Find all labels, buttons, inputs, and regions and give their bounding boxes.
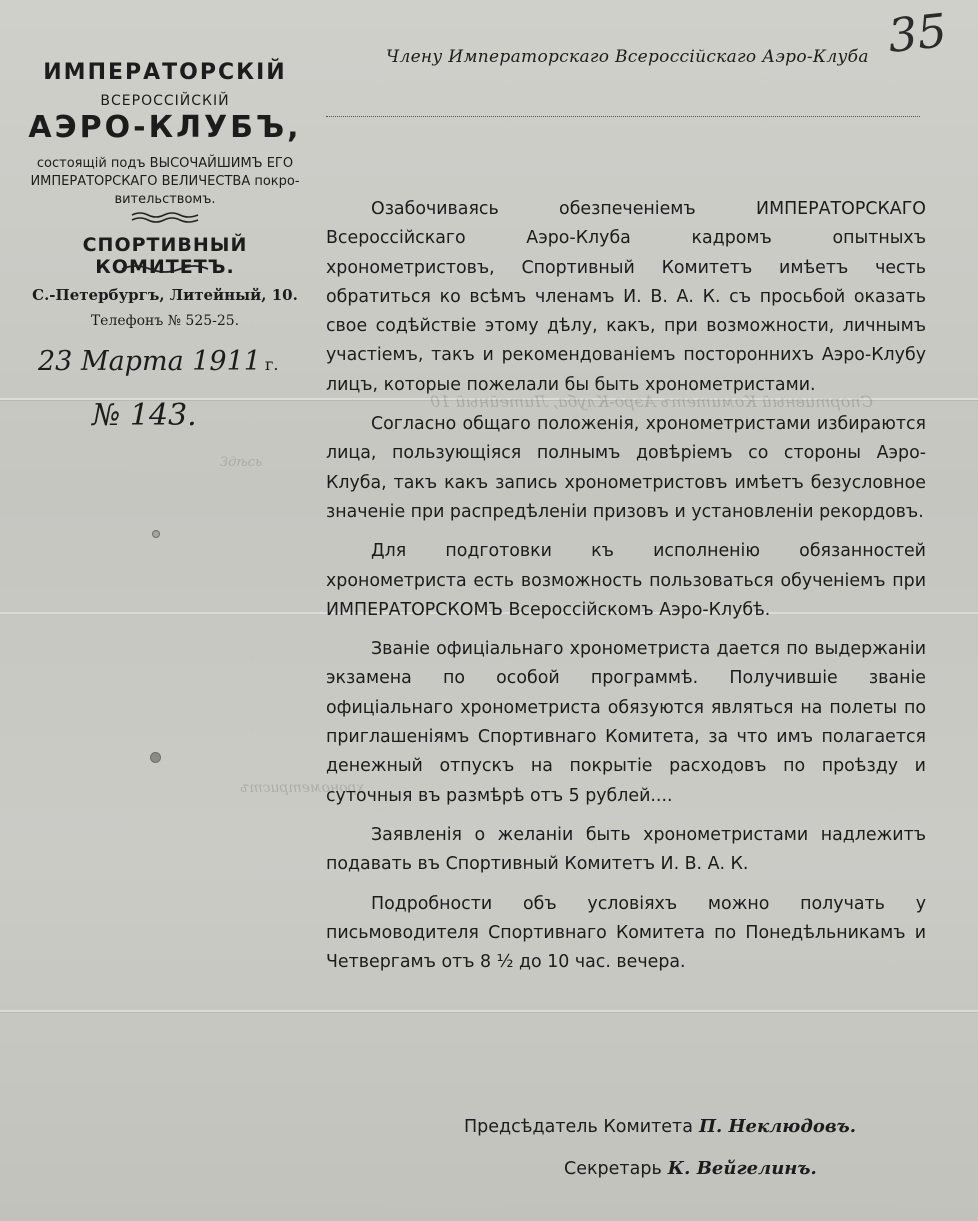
secretary-name: К. Вейгелинъ. — [667, 1158, 817, 1179]
archive-page-number: 35 — [885, 3, 950, 63]
body-paragraph: Озабочиваясь обезпеченiемъ ИМПЕРАТОРСКАГО Всероссiйскаго Аэро-Клуба кадромъ опытныхъ хронометристовъ, Спортивный Комитетъ имѣетъ честь обратиться ко всѣмъ членамъ И. В. А. К. съ просьбой оказать свое содѣйствiе этому дѣлу, какъ, при возможности, личнымъ участiемъ, такъ и рекомендованiемъ постороннихъ Аэро-Клубу лицъ, которые пожелали бы быть хронометристами. — [326, 199, 926, 395]
body-paragraph: Согласно общаго положенiя, хронометристами избираются лица, пользующiяся полнымъ довѣрiемъ со стороны Аэро-Клуба, такъ какъ запись хронометристовъ имѣетъ безусловное значенiе при распредѣленiи призовъ и установленiи рекордовъ. — [326, 414, 926, 522]
body-paragraph: Заявленiя о желанiи быть хронометристами надлежитъ подавать въ Спортивный Комитетъ И. В. А. К. — [326, 824, 926, 875]
date-suffix: г. — [264, 355, 279, 374]
show-through-text: хронометристъ — [240, 780, 365, 796]
letterhead-imperial: ИМПЕРАТОРСКIЙ — [43, 60, 287, 85]
letterhead-patronage-line: состоящiй подъ ВЫСОЧАЙШИМЪ ЕГО — [36, 156, 294, 171]
chairman-title: Предсѣдатель Комитета — [464, 1117, 693, 1137]
letterhead-phone: Телефонъ № 525-25. — [90, 313, 240, 329]
ornament-divider — [120, 262, 210, 276]
ornament-divider — [130, 210, 200, 224]
secretary-signature-line — [564, 1158, 817, 1179]
body-paragraph: Званiе офицiальнаго хронометриста дается по выдержанiи экзамена по особой программѣ. Получившiе званiе офицiальнаго хронометриста обязуются являться на полеты по приглашенiямъ Спортивнаго Комитета, за что имъ полагается денежный отпускъ на покрытiе расходовъ по проѣзду и суточныя въ размѣрѣ отъ 5 рублей.... — [326, 639, 926, 806]
letterhead-sports-committee: СПОРТИВНЫЙ КОМИТЕТЪ. — [82, 234, 248, 278]
letterhead-patronage — [20, 155, 310, 209]
body-paragraph: Для подготовки къ исполненiю обязанностей хронометриста есть возможность пользоваться обученiемъ при ИМПЕРАТОРСКОМЪ Всероссiйскомъ Аэро-Клубѣ. — [326, 541, 926, 620]
date-value: 23 Марта 1911 — [38, 346, 261, 377]
secretary-title: Секретарь — [564, 1159, 662, 1179]
pin-hole — [150, 752, 161, 763]
letter-body — [326, 195, 926, 987]
pin-hole — [152, 530, 160, 538]
letterhead-patronage-line: вительствомъ. — [114, 192, 216, 207]
handwritten-outgoing-number: № 143. — [92, 398, 197, 433]
chairman-name: П. Неклюдовъ. — [698, 1116, 857, 1137]
show-through-text: Спортивный Комитетъ Аэро-Клуба, Литейный 10 — [430, 392, 873, 411]
addressee-line: Члену Императорскаго Всероссiйскаго Аэро-Клуба — [386, 47, 869, 67]
letterhead-aero-club: АЭРО-КЛУБЪ, — [28, 110, 302, 145]
show-through-text: Здѣсь — [220, 455, 263, 470]
letterhead-patronage-line: ИМПЕРАТОРСКАГО ВЕЛИЧЕСТВА покро- — [30, 174, 300, 189]
letterhead-address: С.-Петербургъ, Литейный, 10. — [32, 286, 298, 304]
body-paragraph: Подробности объ условiяхъ можно получать у письмоводителя Спортивнаго Комитета по Понедѣльникамъ и Четвергамъ отъ 8 ½ до 10 час. вечера. — [326, 893, 926, 973]
paper-fold — [0, 1012, 978, 1013]
addressee-dotted-line — [326, 116, 920, 117]
letterhead-all-russian: ВСЕРОССIЙСКIЙ — [100, 93, 230, 109]
chairman-signature-line — [464, 1116, 856, 1137]
handwritten-date — [38, 346, 278, 377]
